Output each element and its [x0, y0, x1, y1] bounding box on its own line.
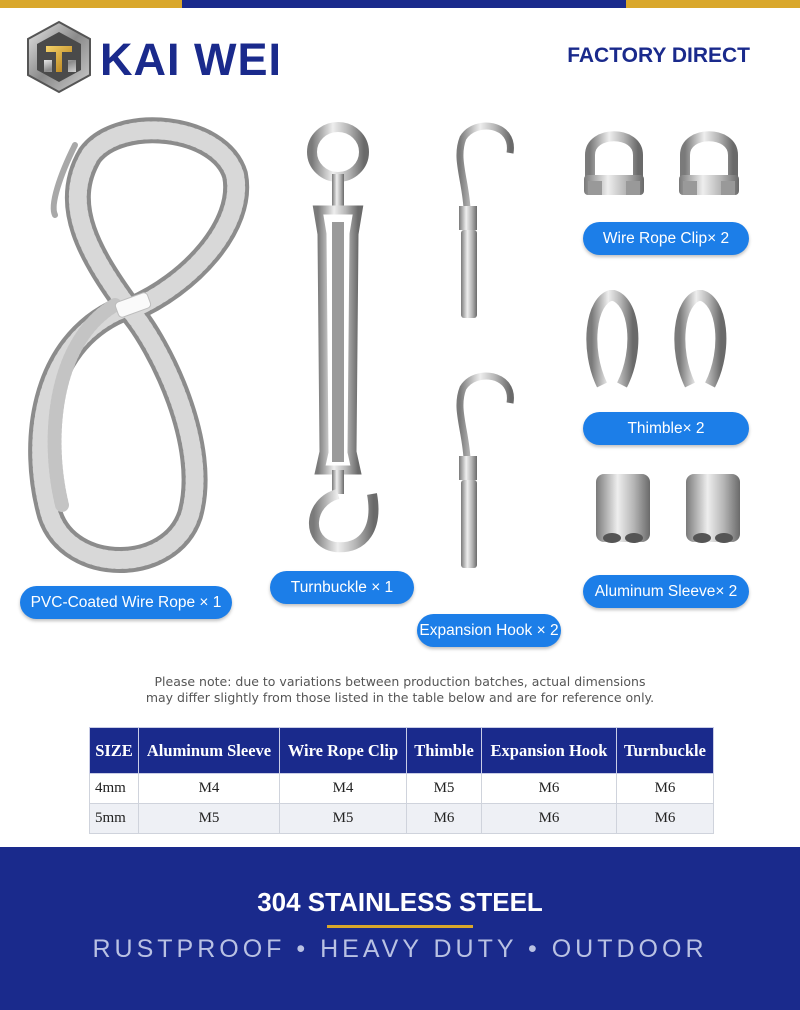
pill-turnbuckle: Turnbuckle × 1	[270, 571, 414, 604]
cell-aluminum-sleeve: M4	[139, 774, 280, 804]
wire-rope-image	[20, 115, 260, 580]
turnbuckle-image	[290, 122, 390, 562]
expansion-hook-image-2	[425, 368, 525, 578]
col-aluminum-sleeve: Aluminum Sleeve	[139, 728, 280, 774]
kaiwei-logo-icon	[24, 20, 94, 94]
col-turnbuckle: Turnbuckle	[617, 728, 714, 774]
thimble-image	[580, 290, 750, 390]
cell-aluminum-sleeve: M5	[139, 804, 280, 834]
footer-title: 304 STAINLESS STEEL	[257, 887, 543, 917]
note-line-1: Please note: due to variations between production batches, actual dimensions	[154, 674, 646, 689]
aluminum-sleeve-image	[590, 468, 750, 548]
cell-expansion-hook: M6	[482, 804, 617, 834]
cell-wire-rope-clip: M4	[280, 774, 407, 804]
pill-aluminum-sleeve: Aluminum Sleeve× 2	[583, 575, 749, 608]
cell-thimble: M5	[407, 774, 482, 804]
dimension-note	[0, 674, 800, 706]
col-expansion-hook: Expansion Hook	[482, 728, 617, 774]
wire-rope-clip-image	[578, 125, 748, 210]
table-header-row	[90, 728, 714, 774]
top-accent-bar	[0, 0, 800, 8]
cell-thimble: M6	[407, 804, 482, 834]
expansion-hook-image-1	[425, 118, 525, 328]
cell-expansion-hook: M6	[482, 774, 617, 804]
cell-size: 5mm	[90, 804, 139, 834]
pill-expansion-hook: Expansion Hook × 2	[417, 614, 561, 647]
col-thimble: Thimble	[407, 728, 482, 774]
pill-wire-rope: PVC-Coated Wire Rope × 1	[20, 586, 232, 619]
footer-features: RUSTPROOF • HEAVY DUTY • OUTDOOR	[92, 935, 708, 963]
cell-turnbuckle: M6	[617, 804, 714, 834]
col-wire-rope-clip: Wire Rope Clip	[280, 728, 407, 774]
cell-wire-rope-clip: M5	[280, 804, 407, 834]
factory-direct-tagline: FACTORY DIRECT	[567, 44, 750, 67]
cell-turnbuckle: M6	[617, 774, 714, 804]
footer-divider	[327, 925, 473, 928]
cell-size: 4mm	[90, 774, 139, 804]
note-line-2: may differ slightly from those listed in the table below and are for reference only.	[145, 690, 655, 705]
pill-wire-rope-clip: Wire Rope Clip× 2	[583, 222, 749, 255]
footer-banner	[0, 847, 800, 1010]
size-spec-table	[89, 727, 714, 834]
table-row	[90, 774, 714, 804]
brand-name: KAI WEI	[100, 34, 282, 85]
col-size: SIZE	[90, 728, 139, 774]
pill-thimble: Thimble× 2	[583, 412, 749, 445]
table-row	[90, 804, 714, 834]
